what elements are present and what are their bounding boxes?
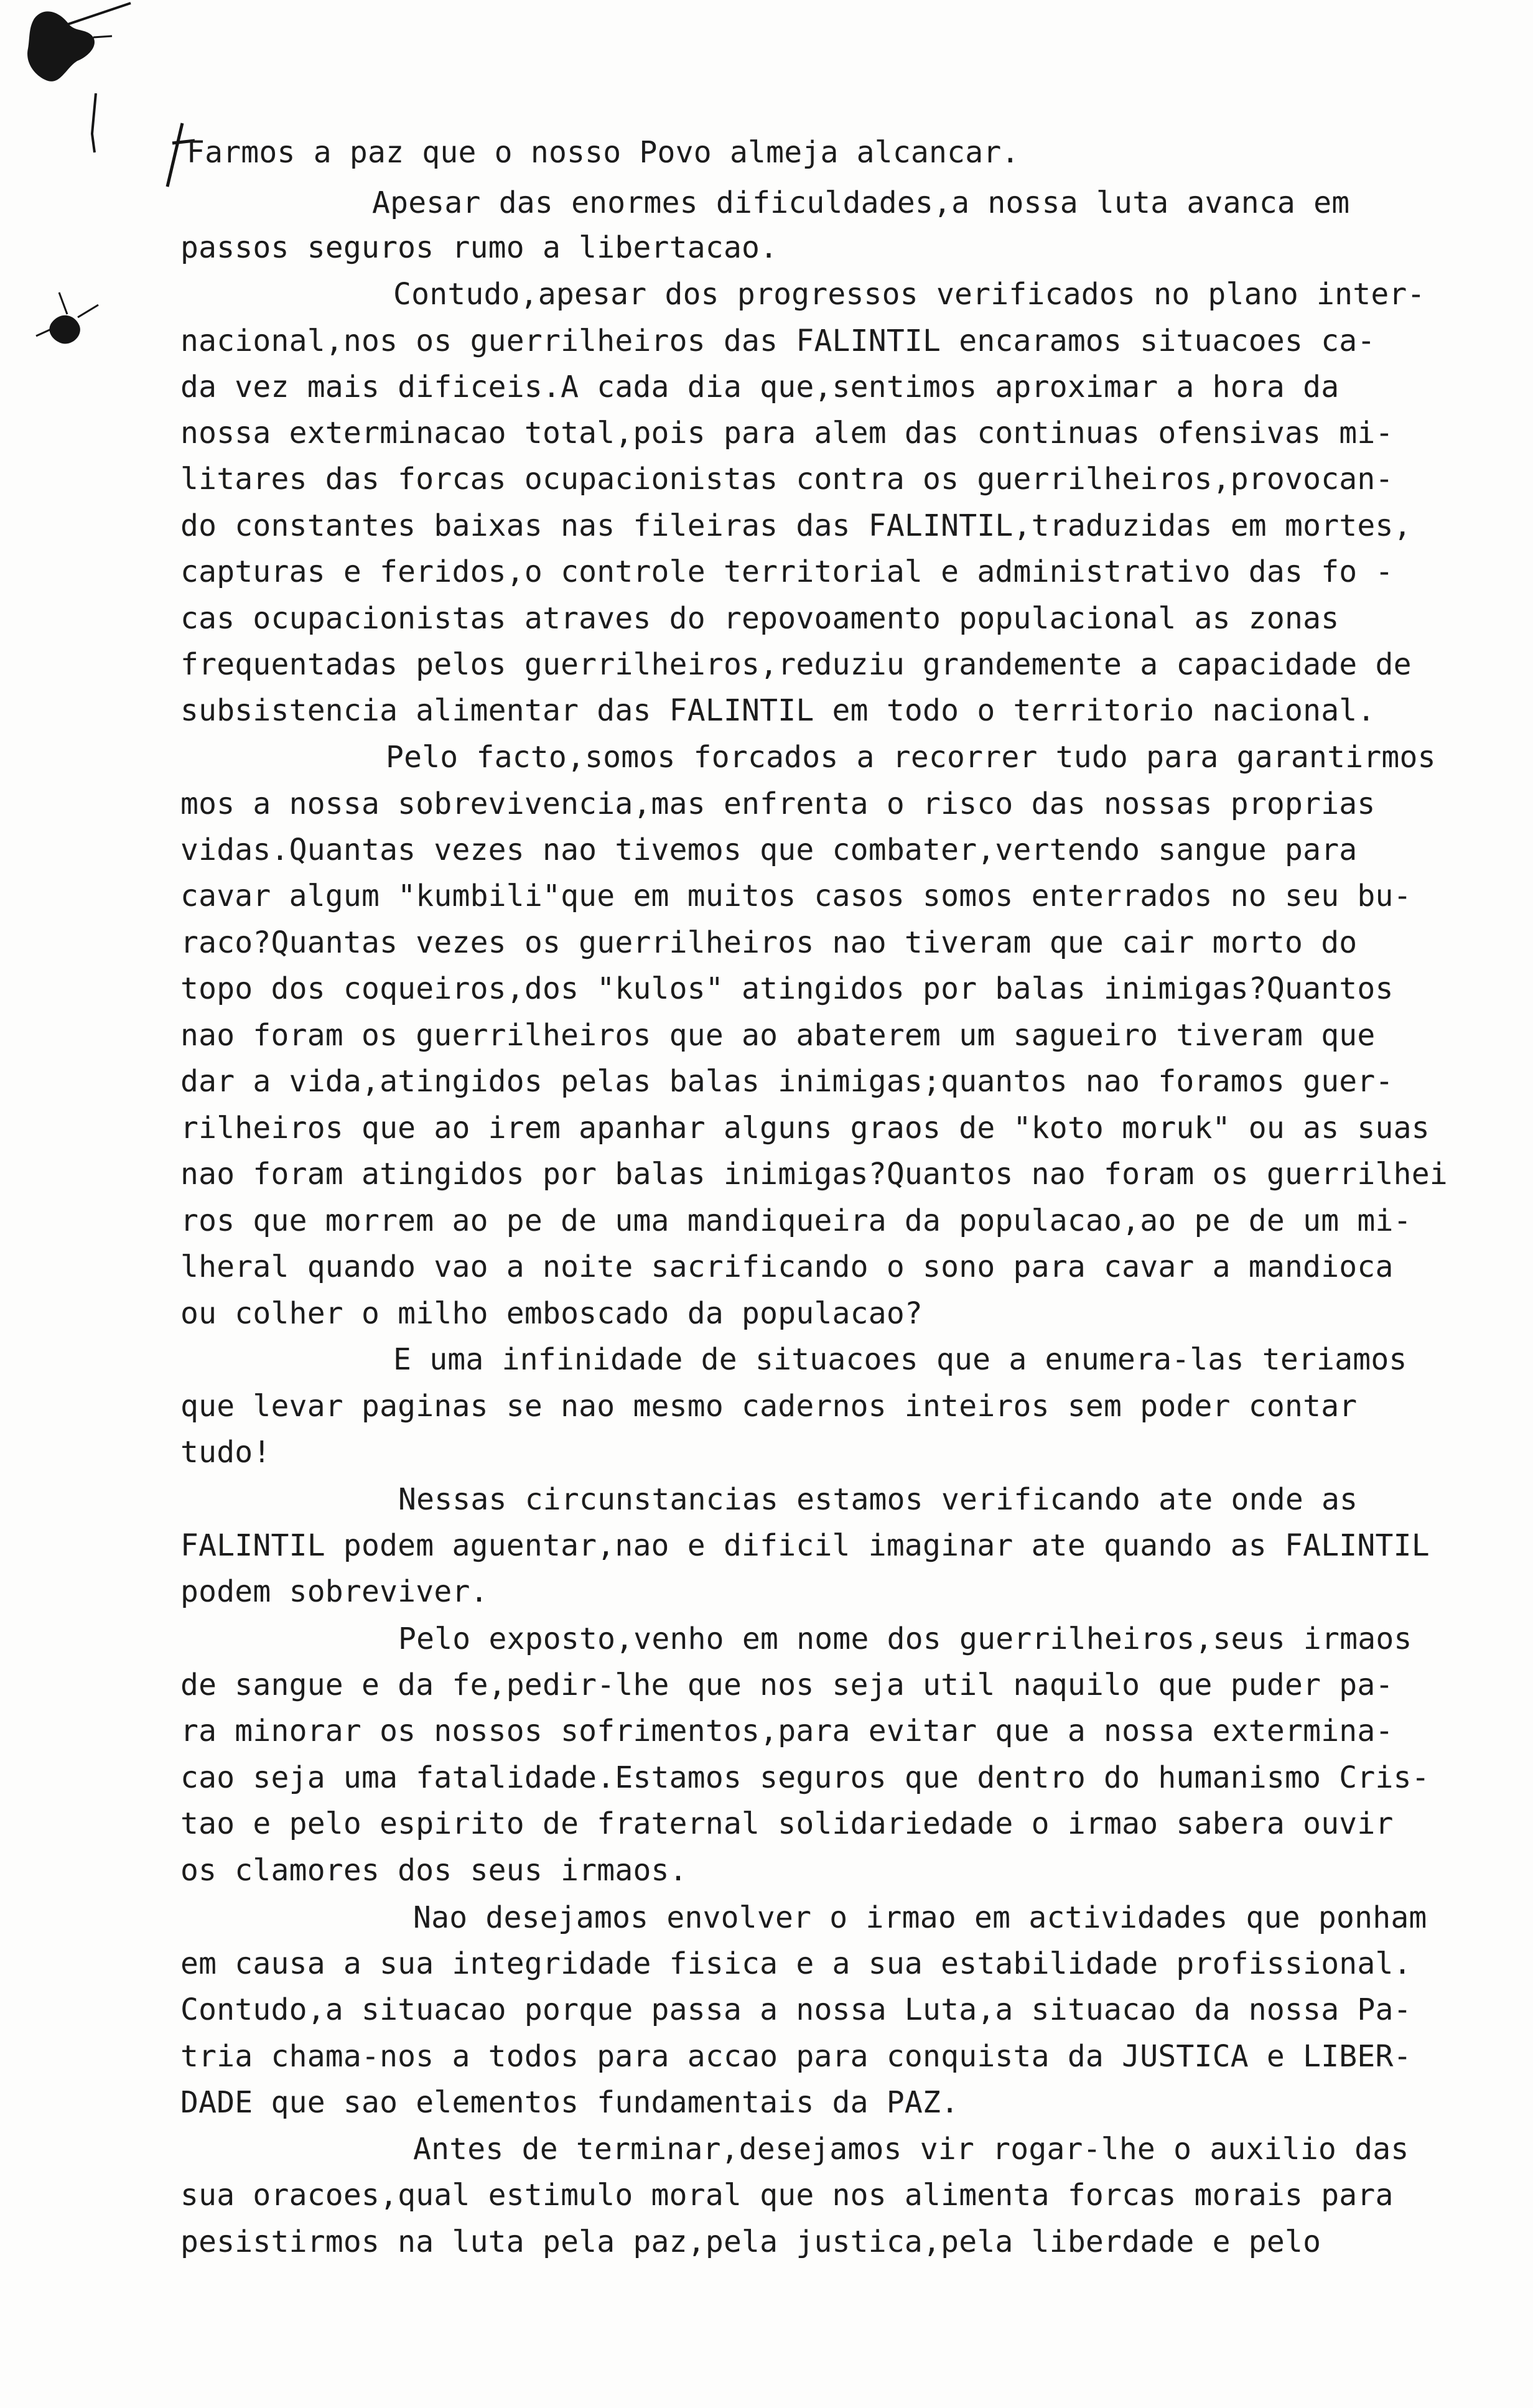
text-line: pesistirmos na luta pela paz,pela justica,pela liberdade e pelo <box>180 2224 1321 2259</box>
text-line: ou colher o milho emboscado da populacao? <box>180 1296 923 1331</box>
text-line: da vez mais dificeis.A cada dia que,sentimos aproximar a hora da <box>180 370 1340 404</box>
text-line: Contudo,apesar dos progressos verificados no plano inter- <box>393 277 1425 312</box>
text-line: sua oracoes,qual estimulo moral que nos alimenta forcas morais para <box>180 2178 1394 2213</box>
text-line: tudo! <box>180 1435 271 1470</box>
text-line: nao foram atingidos por balas inimigas?Quantos nao foram os guerrilhei <box>180 1157 1448 1192</box>
text-line: Nao desejamos envolver o irmao em actividades que ponham <box>413 1900 1427 1935</box>
text-line: Pelo exposto,venho em nome dos guerrilheiros,seus irmaos <box>398 1622 1412 1656</box>
text-line: nossa exterminacao total,pois para alem das continuas ofensivas mi- <box>180 416 1394 450</box>
text-line: Pelo facto,somos forcados a recorrer tudo para garantirmos <box>386 740 1436 775</box>
text-line: raco?Quantas vezes os guerrilheiros nao tiveram que cair morto do <box>180 925 1358 960</box>
text-line: em causa a sua integridade fisica e a sua estabilidade profissional. <box>180 1946 1412 1981</box>
text-line: Nessas circunstancias estamos verificando ate onde as <box>398 1482 1358 1517</box>
text-line: Contudo,a situacao porque passa a nossa Luta,a situacao da nossa Pa- <box>180 1992 1412 2027</box>
text-line: capturas e feridos,o controle territorial e administrativo das fo - <box>180 554 1394 589</box>
text-line: dar a vida,atingidos pelas balas inimigas;quantos nao foramos guer- <box>180 1064 1394 1099</box>
text-line: do constantes baixas nas fileiras das FALINTIL,traduzidas em mortes, <box>180 508 1412 543</box>
text-line: de sangue e da fe,pedir-lhe que nos seja util naquilo que puder pa- <box>180 1668 1394 1702</box>
text-line: vidas.Quantas vezes nao tivemos que combater,vertendo sangue para <box>180 833 1358 867</box>
text-line: rilheiros que ao irem apanhar alguns graos de "koto moruk" ou as suas <box>180 1111 1430 1146</box>
text-line: cavar algum "kumbili"que em muitos casos somos enterrados no seu bu- <box>180 879 1412 913</box>
text-line: tria chama-nos a todos para accao para conquista da JUSTICA e LIBER- <box>180 2039 1412 2074</box>
text-line: tao e pelo espirito de fraternal solidariedade o irmao sabera ouvir <box>180 1806 1394 1841</box>
text-line: DADE que sao elementos fundamentais da PAZ. <box>180 2085 959 2120</box>
text-line: cao seja uma fatalidade.Estamos seguros que dentro do humanismo Cris- <box>180 1760 1430 1795</box>
text-line: cas ocupacionistas atraves do repovoamento populacional as zonas <box>180 601 1340 636</box>
text-line: Antes de terminar,desejamos vir rogar-lhe o auxilio das <box>413 2132 1409 2167</box>
text-line: topo dos coqueiros,dos "kulos" atingidos por balas inimigas?Quantos <box>180 971 1394 1006</box>
text-line: lheral quando vao a noite sacrificando o sono para cavar a mandioca <box>180 1249 1394 1284</box>
text-line: que levar paginas se nao mesmo cadernos inteiros sem poder contar <box>180 1389 1358 1424</box>
text-line: nao foram os guerrilheiros que ao abaterem um sagueiro tiveram que <box>180 1018 1376 1053</box>
text-line: os clamores dos seus irmaos. <box>180 1853 687 1888</box>
text-line: Farmos a paz que o nosso Povo almeja alcancar. <box>187 135 1020 170</box>
text-line: nacional,nos os guerrilheiros das FALINTIL encaramos situacoes ca- <box>180 324 1376 358</box>
text-line: subsistencia alimentar das FALINTIL em todo o territorio nacional. <box>180 693 1376 728</box>
text-line: ra minorar os nossos sofrimentos,para evitar que a nossa extermina- <box>180 1714 1394 1748</box>
text-line: ros que morrem ao pe de uma mandiqueira da populacao,ao pe de um mi- <box>180 1203 1412 1238</box>
text-line: E uma infinidade de situacoes que a enumera-las teriamos <box>393 1342 1407 1377</box>
text-line: frequentadas pelos guerrilheiros,reduziu grandemente a capacidade de <box>180 647 1412 682</box>
text-line: litares das forcas ocupacionistas contra os guerrilheiros,provocan- <box>180 462 1394 497</box>
text-line: FALINTIL podem aguentar,nao e dificil imaginar ate quando as FALINTIL <box>180 1528 1430 1563</box>
text-line: passos seguros rumo a libertacao. <box>180 230 778 265</box>
text-line: mos a nossa sobrevivencia,mas enfrenta o risco das nossas proprias <box>180 786 1376 821</box>
text-line: podem sobreviver. <box>180 1574 488 1609</box>
text-line: Apesar das enormes dificuldades,a nossa luta avanca em <box>372 185 1350 220</box>
